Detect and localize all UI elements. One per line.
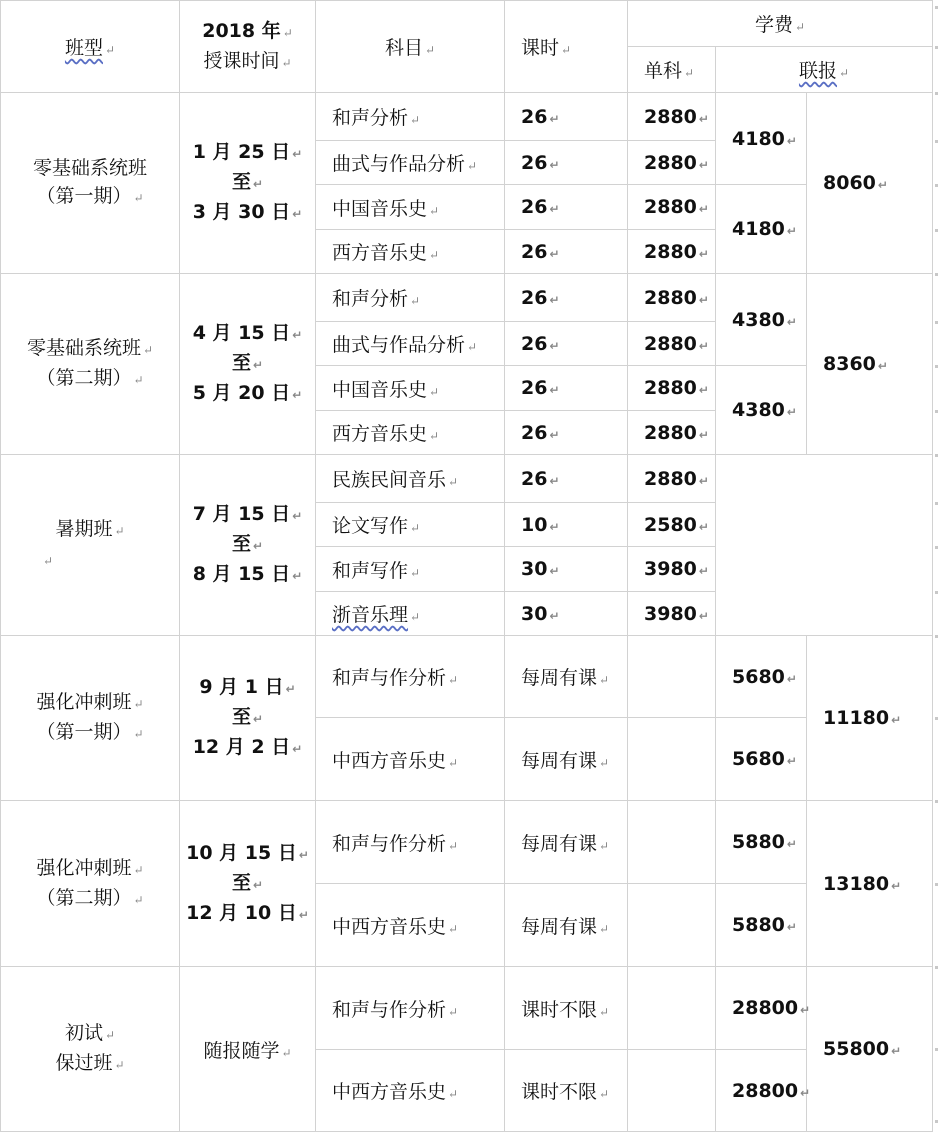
combined-fee-cell: 8360 ↵ bbox=[807, 274, 933, 455]
header-combined: 联报 ↵ bbox=[716, 47, 933, 93]
hours-cell: 30 ↵ bbox=[505, 547, 628, 592]
header-hours: 课时 ↵ bbox=[505, 1, 628, 93]
class-name-cell: 初试 ↵ 保过班 ↵ bbox=[1, 967, 180, 1132]
header-tuition: 学费 ↵ bbox=[628, 1, 933, 47]
pair-fee-cell: 28800 ↵ bbox=[716, 967, 807, 1050]
hours-cell: 每周有课 ↵ bbox=[505, 884, 628, 967]
hours-cell: 每周有课 ↵ bbox=[505, 801, 628, 884]
combined-fee-cell: 55800 ↵ bbox=[807, 967, 933, 1132]
header-class-type: 班型 ↵ bbox=[1, 1, 180, 93]
hours-cell: 30 ↵ bbox=[505, 592, 628, 636]
subject-cell: 和声写作 ↵ bbox=[316, 547, 505, 592]
table-row bbox=[1, 274, 933, 322]
hours-cell: 26 ↵ bbox=[505, 141, 628, 185]
single-fee-cell bbox=[628, 718, 716, 801]
single-fee-cell: 2880 ↵ bbox=[628, 185, 716, 230]
hours-cell: 26 ↵ bbox=[505, 322, 628, 366]
class-time-cell: 7 月 15 日 ↵ 至 ↵ 8 月 15 日 ↵ bbox=[180, 455, 316, 636]
subject-cell: 和声分析 ↵ bbox=[316, 274, 505, 322]
single-fee-cell: 2880 ↵ bbox=[628, 411, 716, 455]
subject-cell: 中国音乐史 ↵ bbox=[316, 366, 505, 411]
single-fee-cell: 3980 ↵ bbox=[628, 592, 716, 636]
pair-fee-cell: 4380 ↵ bbox=[716, 366, 807, 455]
single-fee-cell bbox=[628, 636, 716, 718]
single-fee-cell: 2880 ↵ bbox=[628, 455, 716, 503]
header-subject: 科目 ↵ bbox=[316, 1, 505, 93]
class-name-cell: 零基础系统班 （第一期） ↵ bbox=[1, 93, 180, 274]
hours-cell: 每周有课 ↵ bbox=[505, 636, 628, 718]
subject-cell: 民族民间音乐 ↵ bbox=[316, 455, 505, 503]
subject-cell: 和声分析 ↵ bbox=[316, 93, 505, 141]
combined-fee-cell: 11180 ↵ bbox=[807, 636, 933, 801]
subject-cell: 中西方音乐史 ↵ bbox=[316, 1050, 505, 1132]
table-row bbox=[1, 967, 933, 1050]
class-time-cell: 1 月 25 日 ↵ 至 ↵ 3 月 30 日 ↵ bbox=[180, 93, 316, 274]
table-row bbox=[1, 455, 933, 503]
class-name-cell: 强化冲刺班 ↵ （第二期） ↵ bbox=[1, 801, 180, 967]
subject-cell: 曲式与作品分析 ↵ bbox=[316, 141, 505, 185]
hours-cell: 26 ↵ bbox=[505, 366, 628, 411]
header-row-1 bbox=[1, 1, 933, 47]
subject-cell: 和声与作分析 ↵ bbox=[316, 967, 505, 1050]
single-fee-cell: 2880 ↵ bbox=[628, 141, 716, 185]
subject-cell: 曲式与作品分析 ↵ bbox=[316, 322, 505, 366]
single-fee-cell bbox=[628, 967, 716, 1050]
table-row bbox=[1, 801, 933, 884]
pair-fee-cell: 4380 ↵ bbox=[716, 274, 807, 366]
hours-cell: 课时不限 ↵ bbox=[505, 1050, 628, 1132]
pair-fee-cell: 4180 ↵ bbox=[716, 93, 807, 185]
class-name-cell: 暑期班 ↵ ↵ bbox=[1, 455, 180, 636]
class-time-cell: 随报随学 ↵ bbox=[180, 967, 316, 1132]
pair-fee-cell: 5680 ↵ bbox=[716, 636, 807, 718]
hours-cell: 10 ↵ bbox=[505, 503, 628, 547]
table-row bbox=[1, 93, 933, 141]
single-fee-cell: 2880 ↵ bbox=[628, 230, 716, 274]
subject-cell: 中西方音乐史 ↵ bbox=[316, 718, 505, 801]
combined-fee-cell: 13180 ↵ bbox=[807, 801, 933, 967]
pair-fee-cell: 5880 ↵ bbox=[716, 801, 807, 884]
table-row bbox=[1, 636, 933, 718]
single-fee-cell: 3980 ↵ bbox=[628, 547, 716, 592]
subject-cell: 论文写作 ↵ bbox=[316, 503, 505, 547]
combined-fee-cell: 8060 ↵ bbox=[807, 93, 933, 274]
pair-fee-cell: 5880 ↵ bbox=[716, 884, 807, 967]
subject-cell: 中西方音乐史 ↵ bbox=[316, 884, 505, 967]
single-fee-cell: 2880 ↵ bbox=[628, 366, 716, 411]
header-single: 单科 ↵ bbox=[628, 47, 716, 93]
class-time-cell: 9 月 1 日 ↵ 至 ↵ 12 月 2 日 ↵ bbox=[180, 636, 316, 801]
empty-combined-cell bbox=[716, 455, 933, 636]
subject-cell: 西方音乐史 ↵ bbox=[316, 230, 505, 274]
hours-cell: 26 ↵ bbox=[505, 274, 628, 322]
single-fee-cell: 2580 ↵ bbox=[628, 503, 716, 547]
pair-fee-cell: 5680 ↵ bbox=[716, 718, 807, 801]
class-name-cell: 零基础系统班 ↵ （第二期） ↵ bbox=[1, 274, 180, 455]
subject-cell: 西方音乐史 ↵ bbox=[316, 411, 505, 455]
hours-cell: 课时不限 ↵ bbox=[505, 967, 628, 1050]
class-time-cell: 4 月 15 日 ↵ 至 ↵ 5 月 20 日 ↵ bbox=[180, 274, 316, 455]
subject-cell: 和声与作分析 ↵ bbox=[316, 801, 505, 884]
single-fee-cell: 2880 ↵ bbox=[628, 93, 716, 141]
class-name-cell: 强化冲刺班 ↵ （第一期） ↵ bbox=[1, 636, 180, 801]
subject-cell: 和声与作分析 ↵ bbox=[316, 636, 505, 718]
hours-cell: 每周有课 ↵ bbox=[505, 718, 628, 801]
table-edge-marks bbox=[933, 0, 939, 1130]
header-time: 2018 年 ↵ 授课时间 ↵ bbox=[180, 1, 316, 93]
single-fee-cell: 2880 ↵ bbox=[628, 322, 716, 366]
hours-cell: 26 ↵ bbox=[505, 93, 628, 141]
class-time-cell: 10 月 15 日 ↵ 至 ↵ 12 月 10 日 ↵ bbox=[180, 801, 316, 967]
single-fee-cell bbox=[628, 1050, 716, 1132]
pair-fee-cell: 4180 ↵ bbox=[716, 185, 807, 274]
single-fee-cell bbox=[628, 801, 716, 884]
single-fee-cell: 2880 ↵ bbox=[628, 274, 716, 322]
hours-cell: 26 ↵ bbox=[505, 411, 628, 455]
subject-cell: 中国音乐史 ↵ bbox=[316, 185, 505, 230]
subject-cell: 浙音乐理 ↵ bbox=[316, 592, 505, 636]
hours-cell: 26 ↵ bbox=[505, 185, 628, 230]
hours-cell: 26 ↵ bbox=[505, 455, 628, 503]
single-fee-cell bbox=[628, 884, 716, 967]
hours-cell: 26 ↵ bbox=[505, 230, 628, 274]
pair-fee-cell: 28800 ↵ bbox=[716, 1050, 807, 1132]
